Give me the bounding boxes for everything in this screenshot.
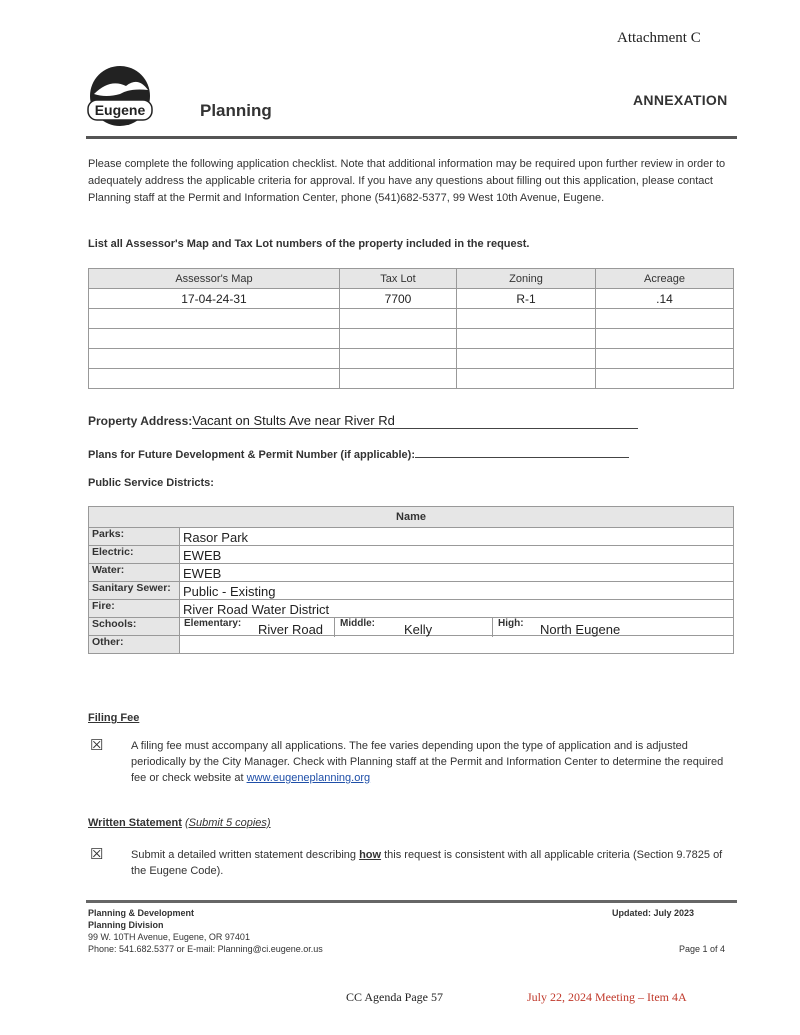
eugene-planning-link[interactable]: www.eugeneplanning.org	[246, 772, 371, 784]
fire-label: Fire:	[89, 600, 180, 618]
table-row	[89, 636, 734, 654]
written-statement-checkbox[interactable]: ☒	[90, 846, 104, 863]
property-address-label: Property Address:	[88, 414, 193, 428]
cell-taxlot[interactable]: 7700	[340, 289, 457, 309]
other-label: Other:	[89, 636, 180, 654]
cell-map[interactable]	[89, 349, 340, 369]
filing-fee-heading: Filing Fee	[88, 712, 140, 724]
cell-acreage[interactable]: .14	[596, 289, 734, 309]
fire-field[interactable]: River Road Water District	[183, 602, 330, 617]
cell-zoning[interactable]	[457, 369, 596, 389]
property-address-field[interactable]: Vacant on Stults Ave near River Rd	[192, 413, 638, 429]
logo-text: Eugene	[94, 102, 146, 118]
sanitary-sewer-field[interactable]: Public - Existing	[183, 584, 276, 599]
psd-label: Public Service Districts:	[88, 477, 214, 489]
filing-fee-checkbox[interactable]: ☒	[90, 737, 104, 754]
cell-zoning[interactable]	[457, 309, 596, 329]
schools-label: Schools:	[89, 618, 180, 636]
psd-header-row	[89, 507, 734, 528]
parks-field[interactable]: Rasor Park	[183, 530, 249, 545]
attachment-label: Attachment C	[617, 30, 701, 46]
cell-zoning[interactable]: R-1	[457, 289, 596, 309]
cell-taxlot[interactable]	[340, 349, 457, 369]
cell-acreage[interactable]	[596, 349, 734, 369]
cell-map[interactable]	[89, 329, 340, 349]
written-statement-heading-row	[88, 817, 271, 829]
col-tax-lot: Tax Lot	[340, 269, 457, 289]
cell-acreage[interactable]	[596, 369, 734, 389]
footer-page: Page 1 of 4	[679, 944, 726, 954]
cell-zoning[interactable]	[457, 349, 596, 369]
cell-acreage[interactable]	[596, 329, 734, 349]
footer-contact: Phone: 541.682.5377 or E-mail: Planning@ci.eugene.or.us	[88, 944, 323, 954]
middle-field[interactable]: Kelly	[404, 622, 433, 637]
middle-label: Middle:	[340, 618, 375, 629]
ws-text-after: this request is consistent with all applicable criteria (Section 9.7825 of the Eugene Code).	[131, 849, 723, 877]
future-dev-row	[88, 445, 629, 461]
assessor-map-table	[88, 268, 734, 389]
col-zoning: Zoning	[457, 269, 596, 289]
table-row	[89, 528, 734, 546]
col-assessors-map: Assessor's Map	[89, 269, 340, 289]
table-row	[89, 564, 734, 582]
footer-org: Planning & Development	[88, 908, 195, 918]
school-divider	[334, 617, 335, 637]
table-row	[89, 289, 734, 309]
col-acreage: Acreage	[596, 269, 734, 289]
future-dev-label: Plans for Future Development & Permit Number (if applicable):	[88, 449, 415, 461]
table-row	[89, 349, 734, 369]
cell-map[interactable]	[89, 309, 340, 329]
water-field[interactable]: EWEB	[183, 566, 222, 581]
cell-map[interactable]	[89, 369, 340, 389]
cell-map[interactable]: 17-04-24-31	[89, 289, 340, 309]
list-label: List all Assessor's Map and Tax Lot numbers of the property included in the request.	[88, 238, 530, 250]
property-address-row	[88, 413, 638, 429]
table-row	[89, 600, 734, 618]
written-statement-note: (Submit 5 copies)	[184, 817, 271, 829]
written-statement-heading: Written Statement	[88, 817, 182, 829]
high-label: High:	[498, 618, 524, 629]
electric-field[interactable]: EWEB	[183, 548, 222, 563]
future-dev-field[interactable]	[415, 445, 629, 458]
ws-text-bold: how	[359, 849, 382, 861]
table-row	[89, 546, 734, 564]
intro-text: Please complete the following application checklist. Note that additional information may be required upon further review in order to adequately address the applicable criteria for approval. If you have any questions about filling out this application, please contact Planning staff at the Permit and Information Center, phone (541)682-5377, 99 West 10th Avenue, Eugene.	[88, 158, 726, 204]
water-label: Water:	[89, 564, 180, 582]
meeting-label: July 22, 2024 Meeting – Item 4A	[527, 990, 687, 1004]
cell-taxlot[interactable]	[340, 329, 457, 349]
table-row	[89, 329, 734, 349]
agenda-page: CC Agenda Page 57	[346, 990, 443, 1004]
service-districts-table	[88, 506, 734, 654]
footer-address: 99 W. 10TH Avenue, Eugene, OR 97401	[88, 932, 250, 942]
table-row	[89, 618, 734, 636]
brand-name: Planning	[200, 101, 272, 120]
elementary-field[interactable]: River Road	[258, 622, 324, 637]
footer-rule	[86, 900, 737, 903]
parks-label: Parks:	[89, 528, 180, 546]
sanitary-sewer-label: Sanitary Sewer:	[89, 582, 180, 600]
table-row	[89, 582, 734, 600]
page-title: ANNEXATION	[633, 92, 728, 108]
ws-text-before: Submit a detailed written statement describing	[131, 849, 360, 861]
electric-label: Electric:	[89, 546, 180, 564]
psd-header-name: Name	[89, 507, 734, 528]
filing-fee-body: A filing fee must accompany all applications. The fee varies depending upon the type of application and is adjusted periodically by the City Manager. Check with Planning staff at the Permit and Information Center to determine the required fee or check website at	[131, 740, 724, 784]
table-header-row	[89, 269, 734, 289]
table-row	[89, 369, 734, 389]
written-statement-text	[131, 847, 739, 879]
filing-fee-text	[131, 738, 739, 786]
cell-taxlot[interactable]	[340, 309, 457, 329]
cell-zoning[interactable]	[457, 329, 596, 349]
cell-acreage[interactable]	[596, 309, 734, 329]
cell-taxlot[interactable]	[340, 369, 457, 389]
footer-division: Planning Division	[88, 920, 164, 930]
high-field[interactable]: North Eugene	[540, 622, 621, 637]
elementary-label: Elementary:	[184, 618, 242, 629]
footer-info	[88, 907, 323, 955]
table-row	[89, 309, 734, 329]
header-rule	[86, 136, 737, 139]
schools-cell	[180, 618, 734, 636]
footer-updated: Updated: July 2023	[612, 908, 695, 918]
school-divider	[492, 617, 493, 637]
